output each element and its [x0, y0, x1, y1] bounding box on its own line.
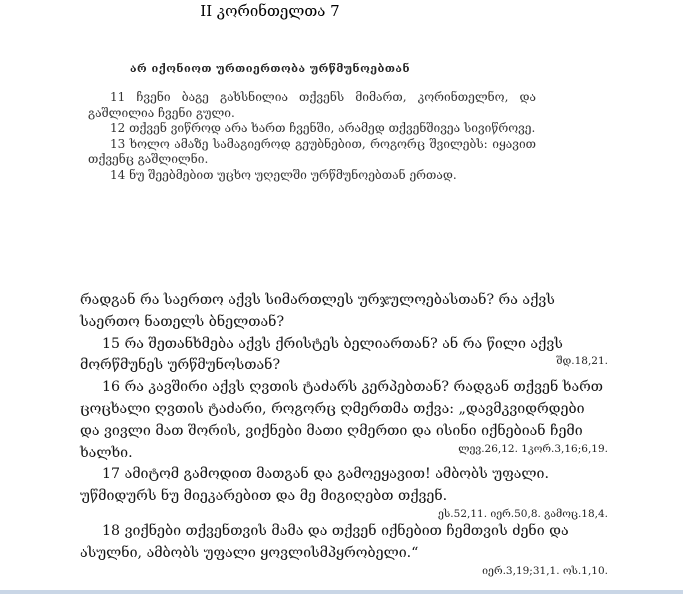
verse-14-continuation: რადგან რა საერთო აქვს სიმართლეს ურჯულოებასთან? რა აქვს საერთო ნათელს ბნელთან?	[80, 292, 555, 330]
verse-17: 17 ამიტომ გამოდით მათგან და გამოეყავით! ამბობს უფალი. უწმიდურს ნუ მიეკარებით და მე მიგიღებთ თქვენ.	[80, 466, 549, 505]
verses-bottom-block	[80, 290, 608, 578]
verse-11: 11 ჩვენი ბაგე გახსნილია თქვენს მიმართ, კორინთელნო, და გაშლილია ჩვენი გული.	[88, 90, 536, 120]
verse-12: 12 თქვენ ვიწროდ არა ხართ ჩვენში, არამედ თქვენშივეა სივიწროვე.	[110, 121, 536, 136]
section-heading: არ იქონიოთ ურთიერთობა ურწმუნოებთან	[129, 62, 411, 75]
verse-18-reference: იერ.3,19;31,1. ოს.1,10.	[482, 564, 608, 577]
verse-15-text: 15 რა შეთანხმება აქვს ქრისტეს ბელიართან? ან რა წილი აქვს მორწმუნეს ურწმუნოსთან?	[80, 335, 563, 374]
bottom-scroll-edge	[0, 590, 683, 594]
verse-13: 13 ხოლო ამაზე სამაგიეროდ გეუბნებით, როგორც შვილებს: იყავით თქვენც გაშლილნი.	[88, 136, 536, 167]
verse-16	[80, 377, 608, 464]
verse-15-reference: შდ.18,21.	[556, 355, 608, 368]
verse-17-reference: ეს.52,11. იერ.50,8. გამოც.18,4.	[438, 507, 608, 520]
verse-16-reference: ლევ.26,12. 1კორ.3,16;6,19.	[458, 442, 608, 455]
verses-top-block	[88, 90, 536, 184]
page-title: II კორინთელთა 7	[200, 2, 340, 20]
verse-18: 18 ვიქნები თქვენთვის მამა და თქვენ იქნებით ჩემთვის ძენი და ასულნი, ამბობს უფალი ყოვლისმპყრობელი.“	[80, 522, 569, 561]
verse-14: 14 ნუ შეებმებით უცხო უღელში ურწმუნოებთან ერთად.	[110, 167, 457, 182]
verse-15	[80, 334, 608, 378]
verse-16-text: 16 რა კავშირი აქვს ღვთის ტაძარს კერპებთან? რადგან თქვენ ხართ ცოცხალი ღვთის ტაძარი, როგორც ღმერთმა თქვა: „დავმკვიდრდები და ვივლი მათ შორის, ვიქნები მათი ღმერთი და ისინი იქნებიან ჩემი ხალხი.	[80, 379, 604, 461]
